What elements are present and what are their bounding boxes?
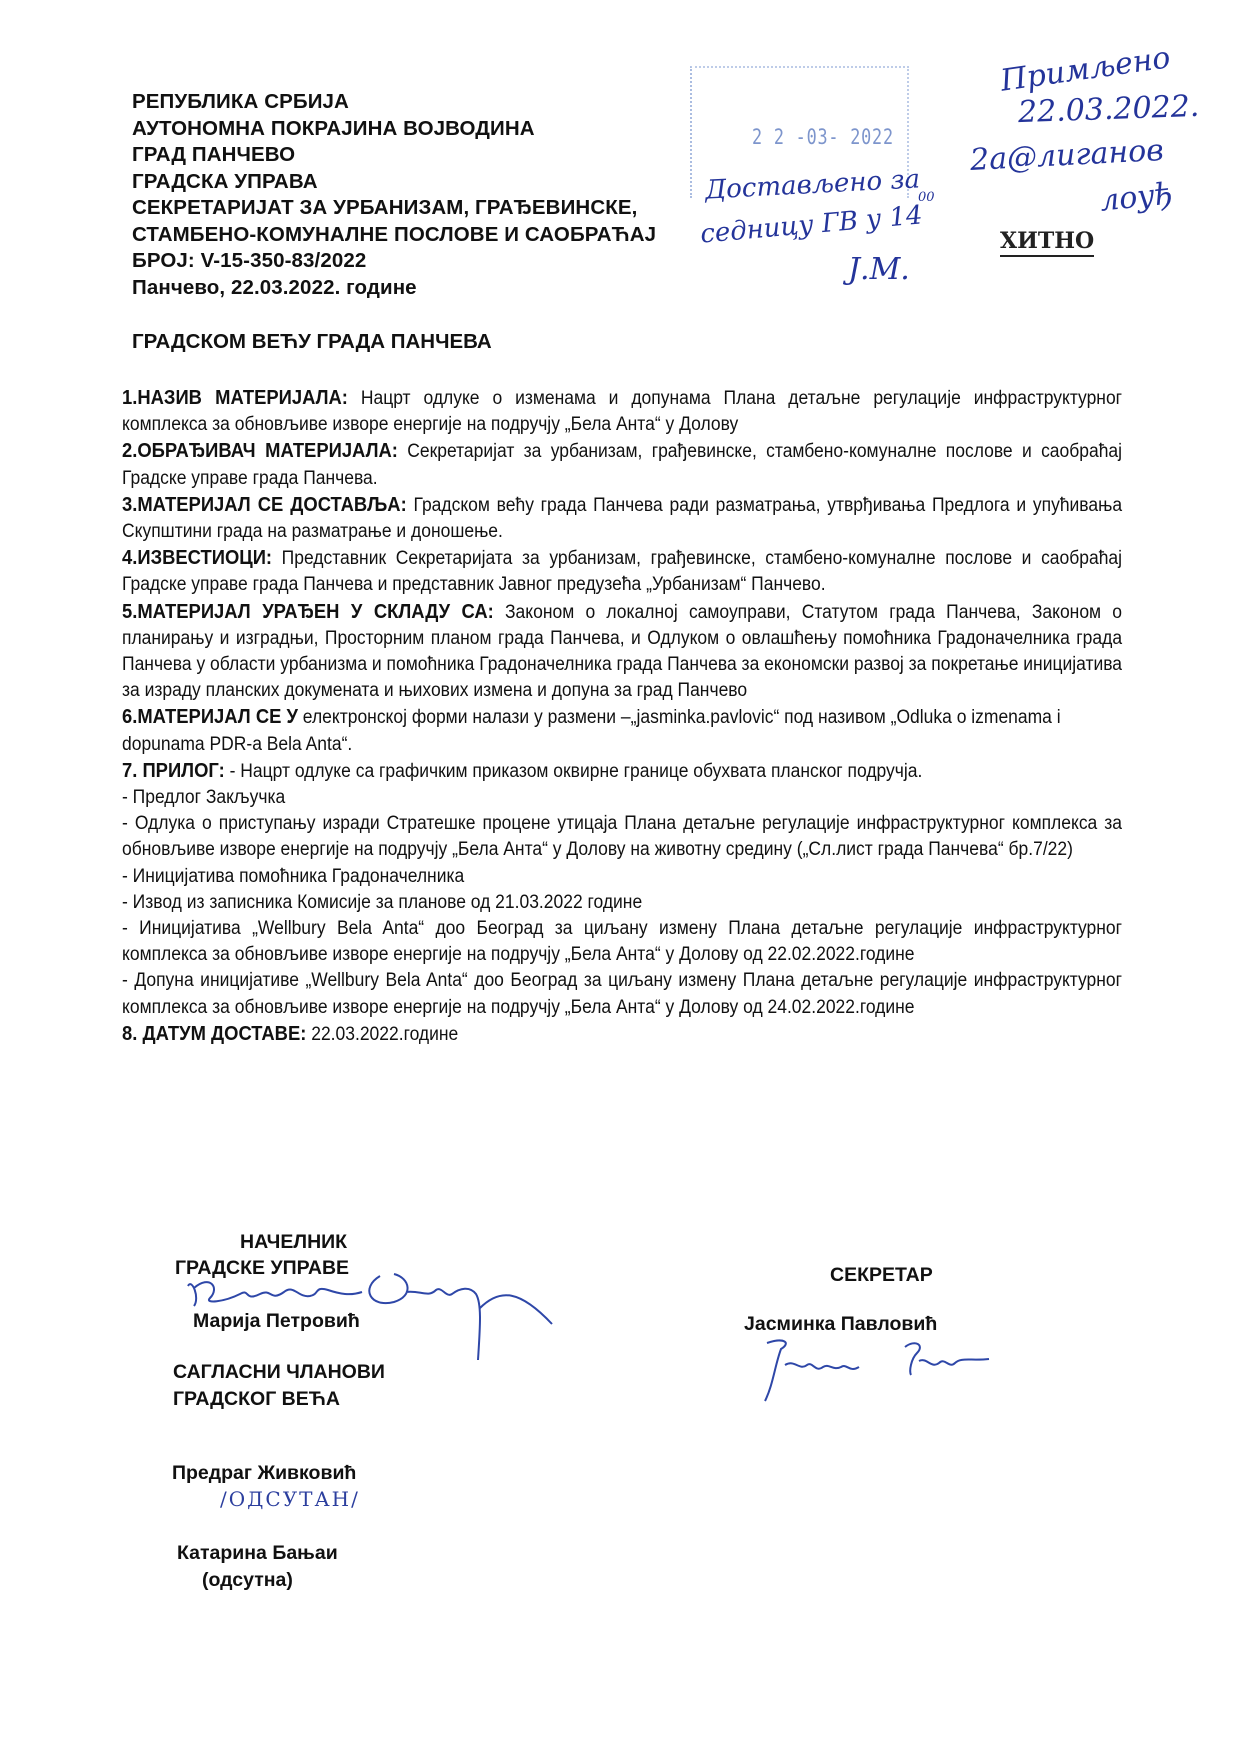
section-reporters: [122, 545, 1122, 598]
stamp-date: 2 2 -03- 2022: [752, 125, 894, 149]
document-header: [132, 89, 656, 301]
signature-title-head: НАЧЕЛНИК: [240, 1231, 348, 1253]
section-legal-basis: [122, 599, 1122, 705]
signature-title-head-admin: ГРАДСКЕ УПРАВЕ: [175, 1257, 350, 1279]
section-label: 7. ПРИЛОГ:: [122, 759, 225, 782]
section-label: 6.МАТЕРИЈАЛ СЕ У: [122, 706, 298, 729]
handwritten-note-time-sup: 00: [918, 190, 935, 205]
section-text: Градском већу града Панчева ради разматрања, утврђивања Предлога и упућивања Скупштини града на разматрање и доношење.: [122, 494, 1123, 543]
section-label: 8. ДАТУМ ДОСТАВЕ:: [122, 1022, 307, 1045]
signature-scribble-secretary: [755, 1335, 995, 1405]
section-material-name: [122, 385, 1122, 438]
council-member-name: Катарина Бањаи: [177, 1542, 338, 1564]
handwritten-name: 2a@лиганов: [969, 132, 1165, 179]
council-members-title-cont: ГРАДСКОГ ВЕЋА: [173, 1388, 340, 1410]
section-label: 4.ИЗВЕСТИОЦИ:: [122, 547, 273, 570]
attachment-item: - Иницијатива „Wellbury Bela Anta“ доо Београд за циљану измену Плана детаљне регулације инфраструктурног комплекса за обновљиве изворе енергије на подручју „Бела Анта“ у Долову од 22.02.2022.године: [122, 918, 1123, 966]
handwritten-time: лоуђ: [1098, 176, 1175, 219]
recipient: ГРАДСКОМ ВЕЋУ ГРАДА ПАНЧЕВА: [132, 330, 492, 353]
signature-name-head: Марија Петровић: [193, 1310, 360, 1332]
section-attachments: [122, 758, 1122, 785]
signature-name-secretary: Јасминка Павловић: [744, 1313, 938, 1335]
handwritten-received: Примљено: [998, 40, 1173, 99]
section-text: електронској форми налази у размени –„jasminka.pavlovic“ под називом „Odluka o izmenama i dopunama PDR-a Bela Anta“.: [122, 707, 1061, 755]
attachment-item: - Предлог Закључка: [122, 787, 286, 809]
handwritten-initials: Ј.М.: [848, 252, 910, 287]
council-member-absent-note: /ОДСУТАН/: [220, 1487, 360, 1511]
attachment-item: - Допуна иницијативе „Wellbury Bela Anta“ доо Београд за циљану измену Плана детаљне регулације инфраструктурног комплекса за обновљиве изворе енергије на подручју „Бела Анта“ у Долову од 24.02.2022.године: [122, 970, 1123, 1018]
attachment-item: - Одлука о приступању изради Стратешке процене утицаја Плана детаљне регулације инфраструктурног комплекса за обновљиве изворе енергије на подручју „Бела Анта“ у Долову на животну средину („Сл.лист града Панчева“ бр.7/22): [122, 813, 1123, 861]
section-text: Законом о локалној самоуправи, Статутом града Панчева, Законом о планирању и изградњи, Просторним планом града Панчева, и Одлуком о овлашћењу помоћника Градоначелника града Панчева у области урбанизма и помоћника Градоначелника града Панчева за економски развој за покретање иницијатива за израду планских докумената и њихових измена и допуна за град Панчево: [122, 601, 1123, 702]
header-line-secretariat-cont: СТАМБЕНО-КОМУНАЛНЕ ПОСЛОВЕ И САОБРАЋАЈ: [132, 222, 657, 246]
section-delivery-date: [122, 1021, 1122, 1048]
handwritten-received-date: 22.03.2022.: [1017, 88, 1200, 131]
section-text: Секретаријат за урбанизам, грађевинске, стамбено-комуналне послове и саобраћај Градске управе града Панчева.: [122, 441, 1123, 489]
section-text: - Нацрт одлуке са графичким приказом оквирне границе обухвата планског подручја.: [224, 760, 923, 782]
section-label: 5.МАТЕРИЈАЛ УРАЂЕН У СКЛАДУ СА:: [122, 600, 494, 623]
section-label: 3.МАТЕРИЈАЛ СЕ ДОСТАВЉА:: [122, 493, 407, 516]
document-body: [122, 385, 1122, 1048]
section-author: [122, 438, 1122, 491]
header-line-secretariat: СЕКРЕТАРИЈАТ ЗА УРБАНИЗАМ, ГРАЂЕВИНСКЕ,: [132, 196, 638, 219]
header-line-republic: РЕПУБЛИКА СРБИЈА: [132, 90, 349, 113]
council-member-absent-note: (одсутна): [202, 1569, 293, 1591]
handwritten-note-session: седницу ГВ у 14: [699, 200, 924, 250]
council-member-name: Предраг Живковић: [172, 1462, 357, 1484]
attachment-item: - Иницијатива помоћника Градоначелника: [122, 865, 465, 887]
signature-title-secretary: СЕКРЕТАР: [830, 1264, 933, 1286]
section-label: 2.ОБРАЂИВАЧ МАТЕРИЈАЛА:: [122, 440, 398, 463]
header-line-province: АУТОНОМНА ПОКРАЈИНА ВОЈВОДИНА: [132, 116, 535, 140]
section-electronic-form: [122, 704, 1122, 757]
handwritten-urgent: ХИТНО: [1000, 228, 1094, 257]
section-text: Представник Секретаријата за урбанизам, грађевинске, стамбено-комуналне послове и саобраћај Градске управе града Панчева и представник Јавног предузећа „Урбанизам“ Панчево.: [122, 548, 1123, 596]
header-line-city: ГРАД ПАНЧЕВО: [132, 143, 296, 166]
section-text: Нацрт одлуке о изменама и допунама Плана детаљне регулације инфраструктурног комплекса за обновљиве изворе енергије на подручју „Бела Анта“ у Долову: [122, 388, 1123, 436]
section-text: 22.03.2022.године: [306, 1023, 459, 1045]
header-line-administration: ГРАДСКА УПРАВА: [132, 169, 318, 193]
section-label: 1.НАЗИВ МАТЕРИЈАЛА:: [122, 387, 348, 409]
place-date: Панчево, 22.03.2022. године: [132, 275, 417, 299]
attachment-item: - Извод из записника Комисије за планове од 21.03.2022 године: [122, 891, 643, 913]
document-number: БРОЈ: V-15-350-83/2022: [132, 249, 367, 272]
section-delivered-to: [122, 492, 1122, 545]
council-members-title: САГЛАСНИ ЧЛАНОВИ: [173, 1361, 385, 1383]
handwritten-note-delivered: Достављено за: [704, 164, 921, 206]
